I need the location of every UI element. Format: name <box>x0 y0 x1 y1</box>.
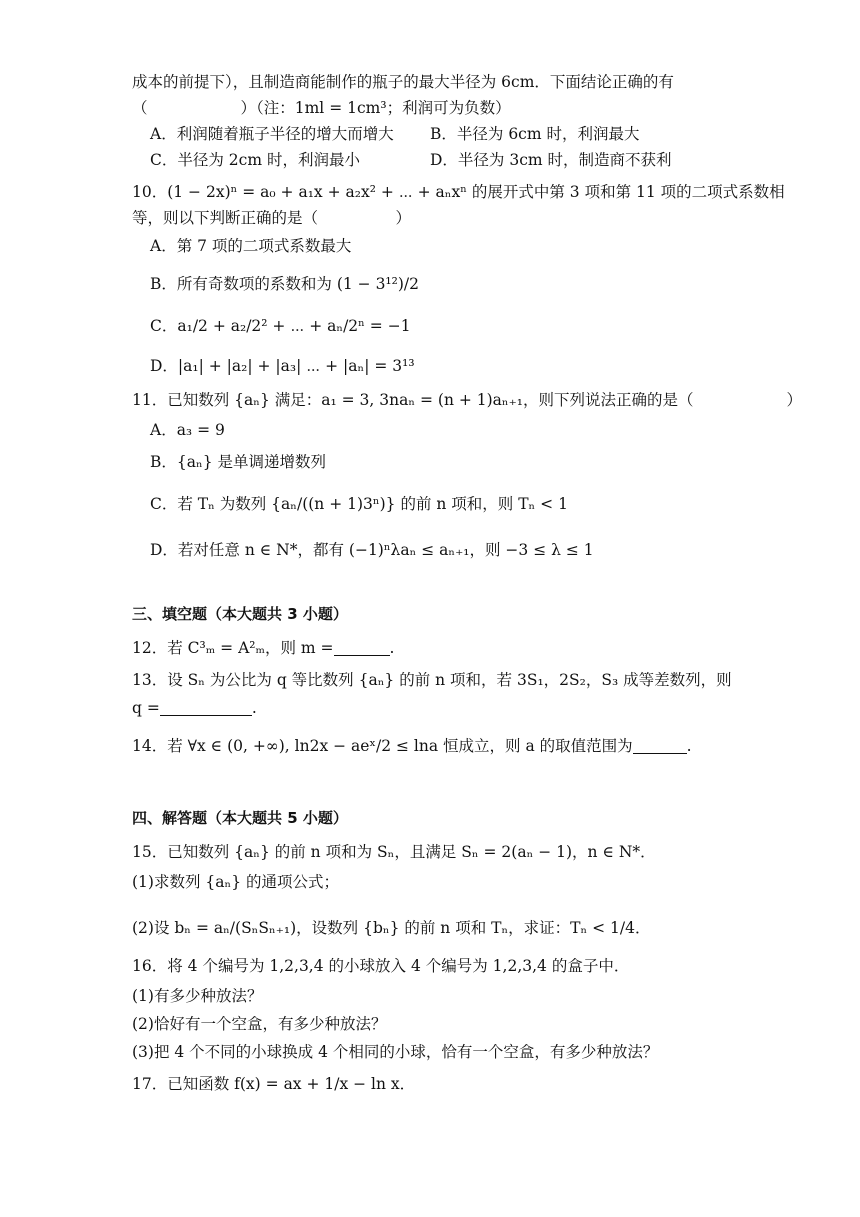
q9-option-d: D．半径为 3cm 时，制造商不获利 <box>430 151 672 169</box>
q11-option-a: A．a₃ = 9 <box>150 421 225 439</box>
q13-line1: 13．设 Sₙ 为公比为 q 等比数列 {aₙ} 的前 n 项和，若 3S₁，2S₂，S₃ 成等差数列，则 <box>132 671 732 689</box>
q14-text: 14．若 ∀x ∈ (0, +∞), ln2x − aeˣ/2 ≤ lna 恒成立，则 a 的取值范围为 <box>132 737 633 755</box>
q9-option-c: C．半径为 2cm 时，利润最小 <box>150 151 360 169</box>
q15-part2: (2)设 bₙ = aₙ/(SₙSₙ₊₁)，设数列 {bₙ} 的前 n 项和 Tₙ，求证：Tₙ < 1/4． <box>132 919 651 937</box>
q12-text: 12．若 C³ₘ = A²ₘ，则 m = <box>132 639 334 657</box>
q16-stem: 16．将 4 个编号为 1,2,3,4 的小球放入 4 个编号为 1,2,3,4 的盒子中． <box>132 957 630 975</box>
q13-line2 <box>132 698 257 718</box>
q11-option-b: B．{aₙ} 是单调递增数列 <box>150 453 326 471</box>
q13-q-label: q = <box>132 699 160 717</box>
q15-stem: 15．已知数列 {aₙ} 的前 n 项和为 Sₙ，且满足 Sₙ = 2(aₙ − 1)，n ∈ N*． <box>132 843 656 861</box>
q11-option-d: D．若对任意 n ∈ N*，都有 (−1)ⁿλaₙ ≤ aₙ₊₁，则 −3 ≤ λ ≤ 1 <box>150 541 594 559</box>
q10-option-b: B．所有奇数项的系数和为 (1 − 3¹²)/2 <box>150 275 419 293</box>
q10-option-a: A．第 7 项的二项式系数最大 <box>150 237 352 255</box>
q16-part3: (3)把 4 个不同的小球换成 4 个相同的小球，恰有一个空盒，有多少种放法？ <box>132 1043 659 1061</box>
q10-option-c: C．a₁/2 + a₂/2² + ⋯ + aₙ/2ⁿ = −1 <box>150 317 411 335</box>
q16-part1: (1)有多少种放法？ <box>132 987 263 1005</box>
q14-answer-blank[interactable] <box>633 737 687 754</box>
q9-option-b: B．半径为 6cm 时，利润最大 <box>430 125 640 143</box>
q17-stem: 17．已知函数 f(x) = ax + 1/x − ln x． <box>132 1075 416 1093</box>
q12-answer-blank[interactable] <box>334 639 390 656</box>
q15-part1: (1)求数列 {aₙ} 的通项公式； <box>132 873 339 891</box>
q12-end: . <box>389 639 395 657</box>
q11-stem: 11．已知数列 {aₙ} 满足：a₁ = 3, 3naₙ = (n + 1)aₙ₊₁，则下列说法正确的是（ ） <box>132 391 803 409</box>
q14 <box>132 736 692 756</box>
q16-part2: (2)恰好有一个空盒，有多少种放法？ <box>132 1015 387 1033</box>
q12 <box>132 638 394 658</box>
section-3-heading: 三、填空题（本大题共 3 小题） <box>132 605 348 623</box>
q9-stem-line2: （ ）（注：1ml = 1cm³；利润可为负数） <box>132 99 511 117</box>
q14-end: . <box>686 737 692 755</box>
section-4-heading: 四、解答题（本大题共 5 小题） <box>132 809 348 827</box>
q9-option-a: A．利润随着瓶子半径的增大而增大 <box>150 125 394 143</box>
q13-answer-blank[interactable] <box>160 699 252 716</box>
q11-option-c: C．若 Tₙ 为数列 {aₙ/((n + 1)3ⁿ)} 的前 n 项和，则 Tₙ < 1 <box>150 495 568 513</box>
q10-stem-line1: 10．(1 − 2x)ⁿ = a₀ + a₁x + a₂x² + ⋯ + aₙxⁿ 的展开式中第 3 项和第 11 项的二项式系数相 <box>132 183 785 201</box>
q10-option-d: D．|a₁| + |a₂| + |a₃| ⋯ + |aₙ| = 3¹³ <box>150 357 415 375</box>
q10-stem-line2: 等，则以下判断正确的是（ ） <box>132 209 412 227</box>
q9-stem-line1: 成本的前提下），且制造商能制作的瓶子的最大半径为 6cm．下面结论正确的有 <box>132 73 674 91</box>
q13-end: . <box>251 699 257 717</box>
